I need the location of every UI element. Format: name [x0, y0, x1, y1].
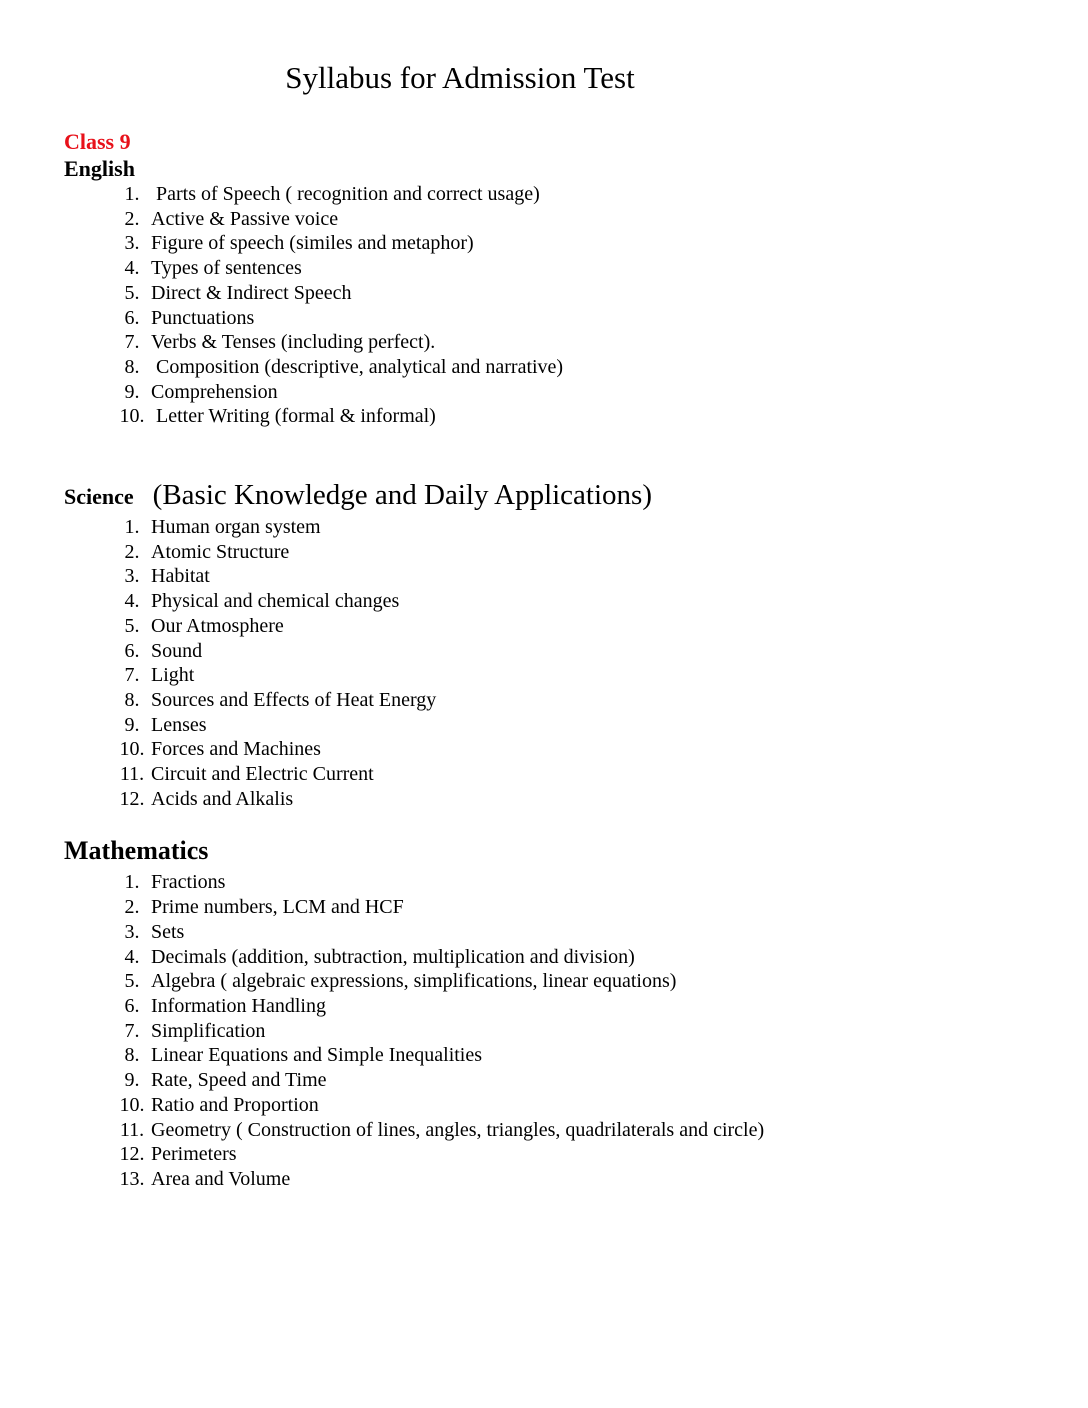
syllabus-item: Atomic Structure [151, 540, 290, 563]
class-label: Class 9 [64, 129, 131, 154]
syllabus-item: Algebra ( algebraic expressions, simplifications, linear equations) [151, 970, 677, 993]
section-heading-science-row [64, 477, 1024, 515]
syllabus-item: Area and Volume [151, 1167, 291, 1190]
syllabus-item: Decimals (addition, subtraction, multiplication and division) [151, 945, 635, 968]
syllabus-item: Forces and Machines [151, 738, 321, 761]
syllabus-item: Punctuations [151, 306, 255, 329]
section-heading-science: Science [64, 484, 134, 510]
syllabus-item: Linear Equations and Simple Inequalities [151, 1044, 483, 1067]
syllabus-item: Direct & Indirect Speech [151, 281, 352, 304]
mathematics-topic-list [64, 870, 1024, 1191]
syllabus-item: Lenses [151, 713, 207, 736]
syllabus-item: Sound [151, 639, 203, 662]
syllabus-item: Perimeters [151, 1143, 237, 1166]
section-heading-english: English [64, 156, 135, 181]
syllabus-item: Figure of speech (similes and metaphor) [151, 232, 474, 255]
english-topic-list [64, 182, 1024, 429]
syllabus-item: Active & Passive voice [151, 207, 339, 230]
syllabus-item: Comprehension [151, 380, 278, 403]
syllabus-item: Sets [151, 920, 185, 943]
syllabus-item: Fractions [151, 871, 226, 894]
section-heading-mathematics: Mathematics [64, 836, 209, 866]
syllabus-item: Physical and chemical changes [151, 590, 400, 613]
syllabus-item: Light [151, 664, 195, 687]
syllabus-item: Ratio and Proportion [151, 1093, 319, 1116]
syllabus-item: Types of sentences [151, 257, 302, 280]
syllabus-item: Verbs & Tenses (including perfect). [151, 331, 436, 354]
syllabus-item: Sources and Effects of Heat Energy [151, 688, 437, 711]
syllabus-item: Composition (descriptive, analytical and narrative) [151, 355, 564, 378]
syllabus-item: Circuit and Electric Current [151, 763, 374, 786]
syllabus-item: Information Handling [151, 994, 326, 1017]
syllabus-item: Geometry ( Construction of lines, angles, triangles, quadrilaterals and circle) [151, 1118, 765, 1141]
page-title: Syllabus for Admission Test [285, 60, 635, 95]
section-subtitle-science: (Basic Knowledge and Daily Applications) [152, 479, 652, 512]
syllabus-item: Our Atmosphere [151, 614, 284, 637]
syllabus-item: Acids and Alkalis [151, 787, 294, 810]
syllabus-item: Letter Writing (formal & informal) [151, 405, 436, 428]
syllabus-item: Rate, Speed and Time [151, 1069, 327, 1092]
science-topic-list [64, 515, 1024, 811]
syllabus-item: Prime numbers, LCM and HCF [151, 896, 404, 919]
syllabus-item: Human organ system [151, 516, 321, 539]
syllabus-item: Simplification [151, 1019, 266, 1042]
syllabus-item: Parts of Speech ( recognition and correct usage) [151, 183, 540, 205]
syllabus-item: Habitat [151, 565, 210, 588]
